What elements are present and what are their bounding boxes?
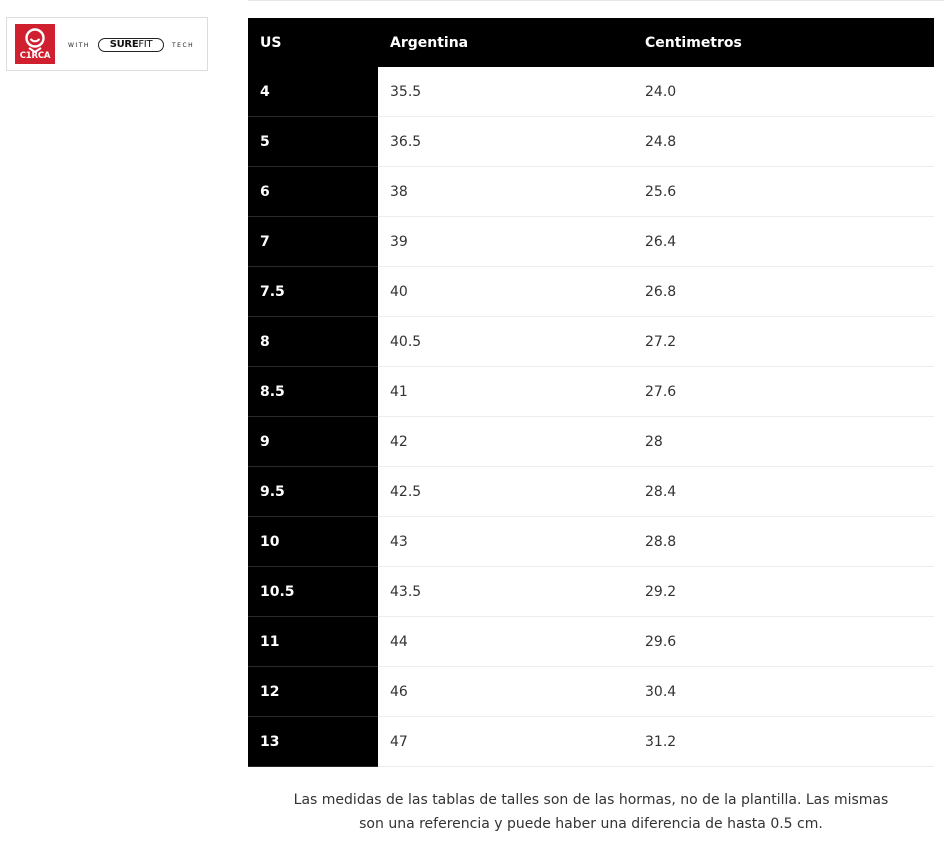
- table-row: [248, 267, 934, 317]
- argentina-size-cell: 41: [378, 367, 633, 417]
- us-size-cell: 9.5: [248, 467, 378, 517]
- argentina-size-cell: 38: [378, 167, 633, 217]
- argentina-size-cell: 36.5: [378, 117, 633, 167]
- tag-tech: TECH: [172, 42, 195, 49]
- cm-size-cell: 30.4: [633, 667, 934, 717]
- table-header-row: [248, 18, 934, 67]
- cm-size-cell: 29.2: [633, 567, 934, 617]
- brand-name: C1RCA: [19, 51, 51, 61]
- argentina-size-cell: 46: [378, 667, 633, 717]
- table-row: [248, 667, 934, 717]
- table-row: [248, 417, 934, 467]
- argentina-size-cell: 43: [378, 517, 633, 567]
- us-size-cell: 8.5: [248, 367, 378, 417]
- table-row: [248, 167, 934, 217]
- circa-logo-icon: [15, 24, 55, 64]
- argentina-size-cell: 39: [378, 217, 633, 267]
- us-size-cell: 7: [248, 217, 378, 267]
- table-row: [248, 467, 934, 517]
- us-size-cell: 6: [248, 167, 378, 217]
- table-row: [248, 367, 934, 417]
- us-size-cell: 12: [248, 667, 378, 717]
- us-size-cell: 8: [248, 317, 378, 367]
- surefit-bold: SURE: [109, 39, 139, 50]
- us-size-cell: 5: [248, 117, 378, 167]
- size-chart-note: [248, 788, 934, 836]
- brand-logo-box: [6, 17, 208, 71]
- argentina-size-cell: 44: [378, 617, 633, 667]
- table-row: [248, 617, 934, 667]
- us-size-cell: 13: [248, 717, 378, 767]
- table-row: [248, 567, 934, 617]
- us-size-cell: 10: [248, 517, 378, 567]
- cm-size-cell: 31.2: [633, 717, 934, 767]
- argentina-size-cell: 35.5: [378, 67, 633, 117]
- argentina-size-cell: 40: [378, 267, 633, 317]
- us-size-cell: 10.5: [248, 567, 378, 617]
- cm-size-cell: 26.4: [633, 217, 934, 267]
- us-size-cell: 11: [248, 617, 378, 667]
- argentina-size-cell: 42: [378, 417, 633, 467]
- tag-with: WITH: [68, 42, 90, 49]
- note-line-1: Las medidas de las tablas de talles son de las hormas, no de la plantilla. Las mismas: [293, 792, 889, 808]
- top-divider: [248, 0, 944, 1]
- cm-size-cell: 26.8: [633, 267, 934, 317]
- table-row: [248, 317, 934, 367]
- cm-size-cell: 24.8: [633, 117, 934, 167]
- cm-size-cell: 24.0: [633, 67, 934, 117]
- us-size-cell: 9: [248, 417, 378, 467]
- argentina-size-cell: 47: [378, 717, 633, 767]
- cm-size-cell: 25.6: [633, 167, 934, 217]
- header-argentina: Argentina: [378, 18, 633, 67]
- surefit-rest: FIT: [138, 39, 153, 50]
- table-row: [248, 117, 934, 167]
- header-centimetros: Centimetros: [633, 18, 934, 67]
- table-row: [248, 67, 934, 117]
- argentina-size-cell: 42.5: [378, 467, 633, 517]
- note-line-2: son una referencia y puede haber una diferencia de hasta 0.5 cm.: [359, 816, 823, 832]
- header-us: US: [248, 18, 378, 67]
- cm-size-cell: 27.2: [633, 317, 934, 367]
- argentina-size-cell: 43.5: [378, 567, 633, 617]
- us-size-cell: 7.5: [248, 267, 378, 317]
- us-size-cell: 4: [248, 67, 378, 117]
- table-row: [248, 717, 934, 767]
- surefit-badge: [98, 38, 164, 52]
- cm-size-cell: 28.4: [633, 467, 934, 517]
- cm-size-cell: 27.6: [633, 367, 934, 417]
- cm-size-cell: 28: [633, 417, 934, 467]
- cm-size-cell: 29.6: [633, 617, 934, 667]
- size-chart-table: [248, 18, 934, 767]
- table-row: [248, 217, 934, 267]
- argentina-size-cell: 40.5: [378, 317, 633, 367]
- table-row: [248, 517, 934, 567]
- cm-size-cell: 28.8: [633, 517, 934, 567]
